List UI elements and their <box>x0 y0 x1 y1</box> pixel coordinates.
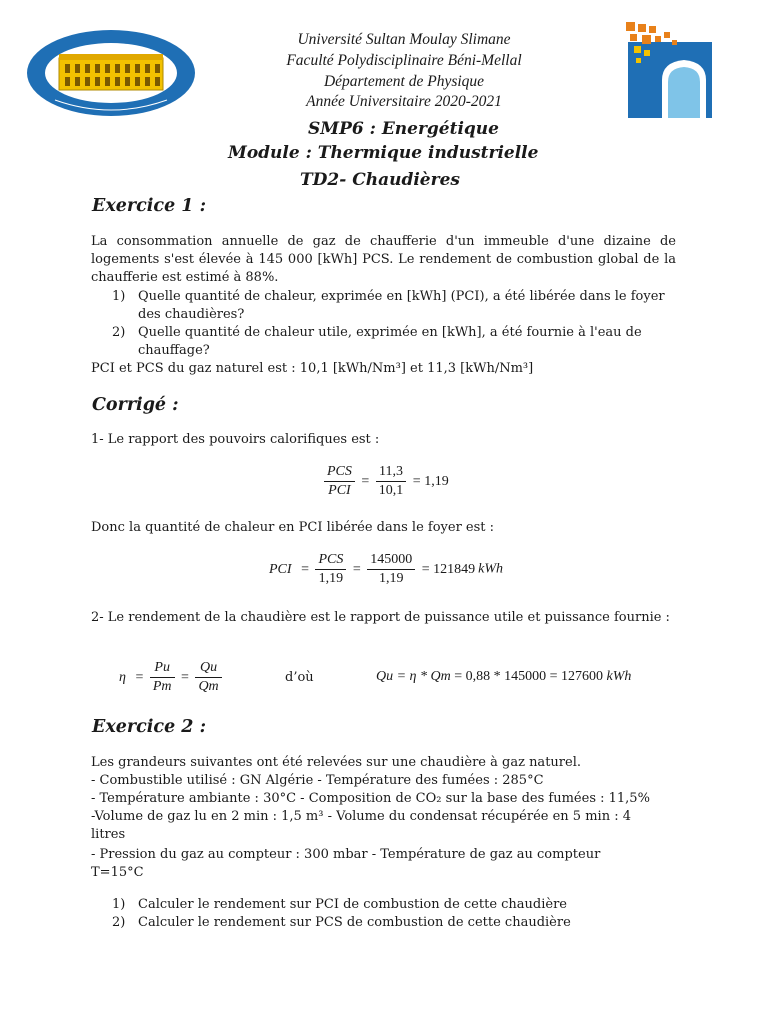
fraction-denominator: Pm <box>152 679 172 694</box>
equals-sign: = <box>301 561 309 577</box>
course-title: SMP6 : Energétique <box>308 119 499 139</box>
fraction-numerator: 11,3 <box>376 463 407 482</box>
list-number: 1) <box>112 289 126 304</box>
fraction-denominator: 1,19 <box>318 571 344 586</box>
equals-sign: = <box>352 561 361 577</box>
exercise-2-line: - Pression du gaz au compteur : 300 mbar - Température de gaz au compteur <box>91 847 601 862</box>
exercise-2-line: litres <box>91 827 126 842</box>
list-text: Quelle quantité de chaleur, exprimée en [kWh] (PCI), a été libérée dans le foyer des chaudières? <box>138 289 665 322</box>
equation-efficiency <box>116 659 222 696</box>
exercise-2-line: -Volume de gaz lu en 2 min : 1,5 m³ - Volume du condensat récupérée en 5 min : 4 <box>91 809 631 824</box>
header-line-department: Département de Physique <box>323 73 485 90</box>
list-text: Calculer le rendement sur PCI de combustion de cette chaudière <box>138 897 567 912</box>
exercise-2-question-2 <box>112 914 672 932</box>
equation-ratio <box>324 463 452 500</box>
exercise-2-line: - Température ambiante : 30°C - Composition de CO₂ sur la base des fumées : 11,5% <box>91 791 650 806</box>
header-line-university: Université Sultan Moulay Slimane <box>297 31 511 48</box>
fraction-numerator: Pu <box>150 659 175 678</box>
fraction-numerator: Qu <box>195 659 221 678</box>
exercise-2-line: - Combustible utilisé : GN Algérie - Température des fumées : 285°C <box>91 773 544 788</box>
fraction-denominator: Qm <box>198 679 219 694</box>
fraction-numerator: PCS <box>324 463 355 482</box>
exercise-2-heading: Exercice 2 : <box>92 717 207 737</box>
dou-text: d’où <box>285 670 314 685</box>
equation-unit: kWh <box>606 669 632 684</box>
exercise-2-line: Les grandeurs suivantes ont été relevées sur une chaudière à gaz naturel. <box>91 755 581 770</box>
equation-qu <box>376 669 631 685</box>
equals-sign: = <box>181 669 189 685</box>
equation-lhs: PCI <box>269 561 292 577</box>
exercise-1-question-1 <box>112 288 672 324</box>
exercise-2-question-1 <box>112 896 672 914</box>
exercise-2-line: T=15°C <box>91 865 144 880</box>
equation-unit: kWh <box>478 561 504 577</box>
fraction-numerator: PCS <box>315 551 346 570</box>
corrige-step-1b: Donc la quantité de chaleur en PCI libérée dans le foyer est : <box>91 520 495 535</box>
equals-sign: = <box>361 473 370 489</box>
corrige-step-2: 2- Le rendement de la chaudière est le rapport de puissance utile et puissance fournie : <box>91 610 670 625</box>
list-text: Calculer le rendement sur PCS de combustion de cette chaudière <box>138 915 571 930</box>
header-line-year: Année Universitaire 2020-2021 <box>306 93 502 110</box>
equation-result: = 1,19 <box>412 473 449 489</box>
module-title: Module : Thermique industrielle <box>228 143 539 163</box>
fraction-denominator: 10,1 <box>378 483 404 498</box>
exercise-1-heading: Exercice 1 : <box>92 196 207 216</box>
equation-pci <box>266 551 503 588</box>
equation-result: = 121849 <box>421 561 476 577</box>
header-line-faculty: Faculté Polydisciplinaire Béni-Mellal <box>286 52 522 69</box>
list-number: 2) <box>112 915 126 930</box>
corrige-heading: Corrigé : <box>92 395 179 415</box>
exercise-1-data: PCI et PCS du gaz naturel est : 10,1 [kWh/Nm³] et 11,3 [kWh/Nm³] <box>91 361 534 376</box>
list-number: 1) <box>112 897 126 912</box>
exercise-1-intro: La consommation annuelle de gaz de chaufferie d'un immeuble d'une dizaine de logements s'est élevée à 145 000 [kWh] PCS. Le rendement de combustion global de la chaufferie est estimé à 88%. <box>91 234 676 285</box>
fraction-denominator: PCI <box>328 483 351 498</box>
corrige-step-1: 1- Le rapport des pouvoirs calorifiques est : <box>91 432 380 447</box>
list-number: 2) <box>112 325 126 340</box>
fraction-numerator: 145000 <box>367 551 415 570</box>
td-title: TD2- Chaudières <box>300 170 460 190</box>
eta-symbol: η <box>119 669 126 685</box>
equation-lhs: Qu = η * Qm <box>376 669 451 684</box>
list-text: Quelle quantité de chaleur utile, exprimée en [kWh], a été fournie à l'eau de chauffage? <box>138 325 642 358</box>
exercise-1-question-2 <box>112 324 672 360</box>
fraction-denominator: 1,19 <box>379 571 404 586</box>
equation-result: = 0,88 * 145000 = 127600 <box>454 669 604 684</box>
equals-sign: = <box>135 669 144 685</box>
